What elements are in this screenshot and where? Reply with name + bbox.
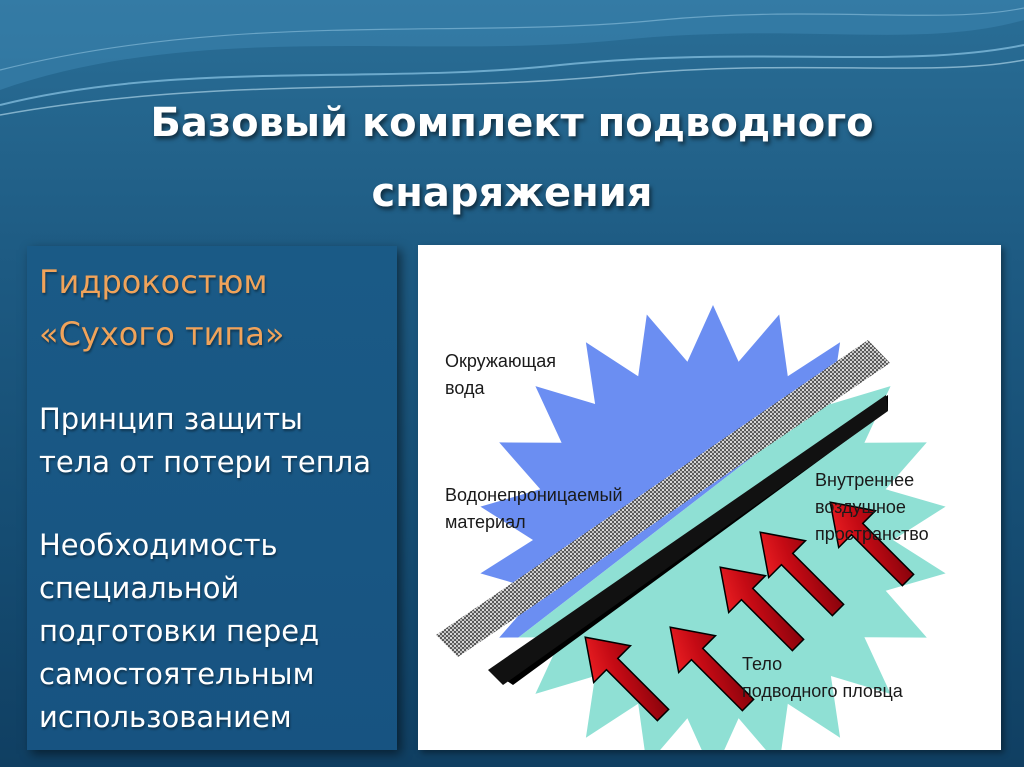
principle-line-2: тела от потери тепла	[39, 445, 372, 479]
necessity-line-3: подготовки перед	[39, 614, 320, 648]
principle-line-1: Принцип защиты	[39, 402, 303, 436]
title-line-1: Базовый комплект подводного	[150, 100, 874, 146]
water-label: Окружающая вода	[445, 351, 557, 398]
title-line-2: снаряжения	[371, 170, 653, 216]
principle-text	[39, 398, 371, 484]
suit-heading-line-1: Гидрокостюм	[39, 263, 268, 301]
necessity-text	[39, 524, 319, 739]
air-space-label: Внутреннее воздушное пространство	[815, 470, 929, 544]
drysuit-diagram	[418, 245, 1001, 750]
necessity-line-5: использованием	[39, 700, 292, 734]
suit-heading-line-2: «Сухого типа»	[39, 315, 285, 353]
necessity-line-4: самостоятельным	[39, 657, 315, 691]
description-panel	[27, 246, 397, 750]
suit-heading	[39, 256, 284, 360]
necessity-line-2: специальной	[39, 571, 240, 605]
material-label: Водонепроницаемый материал	[445, 485, 623, 532]
body-label: Тело подводного пловца	[742, 654, 903, 701]
necessity-line-1: Необходимость	[39, 528, 278, 562]
page-title	[0, 88, 1024, 228]
